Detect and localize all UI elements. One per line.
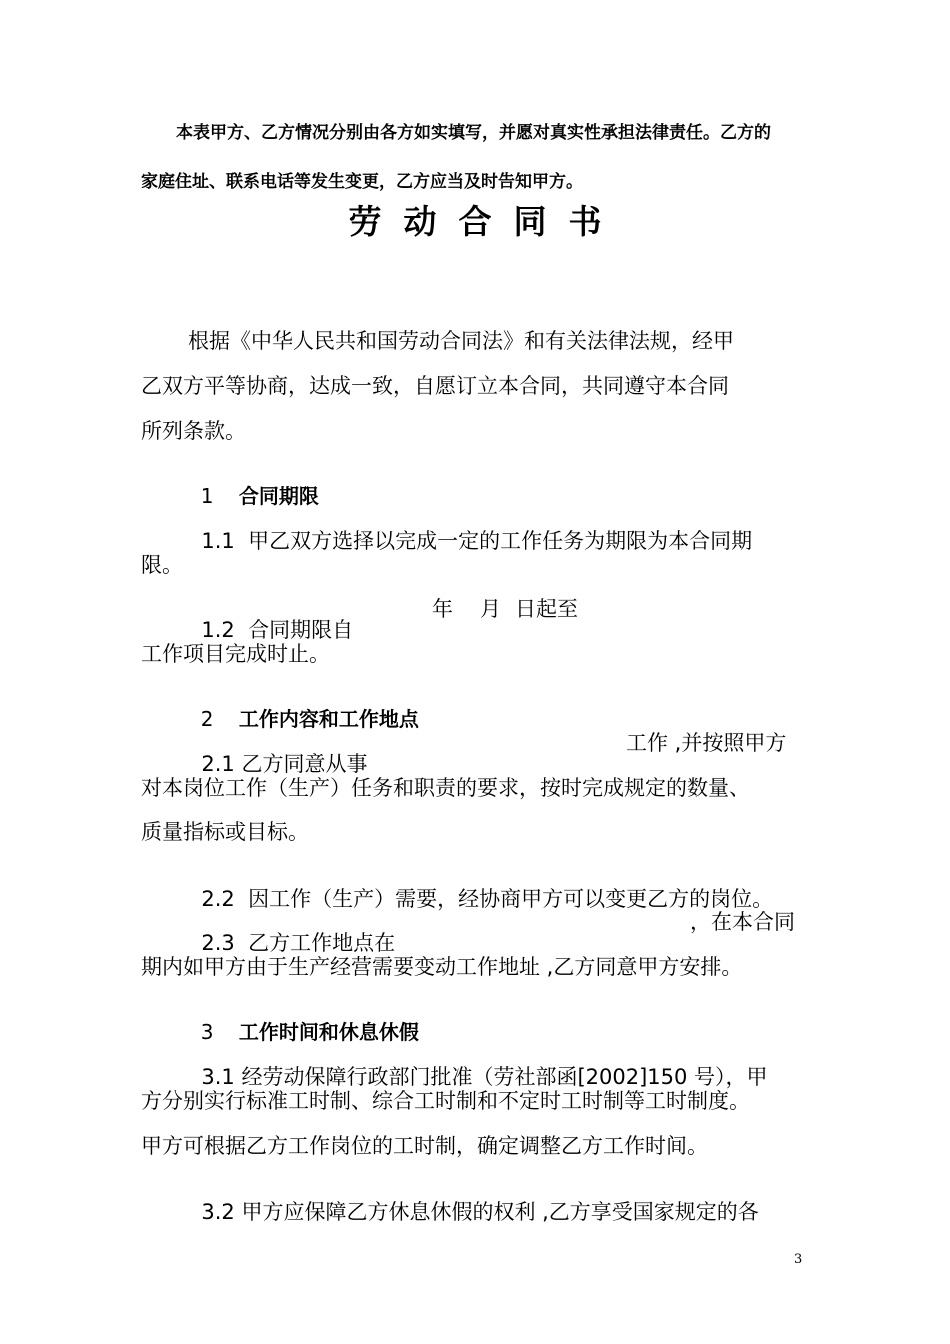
clause-3-1-line-3: 甲方可根据乙方工作岗位的工时制，确定调整乙方工作时间。 (141, 1134, 708, 1158)
section-number: 2 (200, 707, 214, 731)
clause-2-3-line-2: 期内如甲方由于生产经营需要变动工作地址 ,乙方同意甲方安排。 (141, 955, 743, 979)
clause-2-1-line-3: 质量指标或目标。 (141, 820, 309, 844)
clause-text: 乙方工作地点在 (248, 931, 396, 955)
clause-text: 乙方同意从事 (241, 752, 368, 776)
preamble-line-1: 根据《中华人民共和国劳动合同法》和有关法律法规，经甲 (188, 329, 734, 353)
clause-2-1-line-1-end: 工作 ,并按照甲方 (626, 731, 787, 755)
clause-2-3-line-1-end: ，在本合同 (690, 910, 795, 934)
clause-text: 合同期限自 (248, 618, 354, 642)
clause-3-2-line-1 (188, 1181, 950, 1223)
clause-number: 2.2 (201, 887, 235, 911)
clause-3-1-line-2: 方分别实行标准工时制、综合工时制和不定时工时制等工时制度。 (141, 1089, 750, 1113)
clause-text: 甲乙双方选择以完成一定的工作任务为期限为本合同期 (248, 529, 753, 553)
clause-number: 3.1 (201, 1065, 235, 1089)
section-2-heading (188, 689, 950, 729)
clause-1-1-line-2: 限。 (141, 553, 183, 577)
section-title: 合同期限 (238, 484, 319, 508)
clause-number: 2.1 (201, 752, 235, 776)
section-1-heading (188, 466, 950, 506)
clause-number: 1.2 (201, 618, 235, 642)
clause-text: 经劳动保障行政部门批准（劳社部函[2002]150 号），甲 (241, 1065, 768, 1089)
clause-text: 因工作（生产）需要，经协商甲方可以变更乙方的岗位。 (248, 887, 774, 911)
document-title: 劳动合同书 (348, 202, 624, 241)
section-title: 工作时间和休息休假 (238, 1020, 419, 1044)
section-title: 工作内容和工作地点 (238, 707, 419, 731)
clause-number: 3.2 (201, 1200, 235, 1224)
notice-line-2: 家庭住址、联系电话等发生变更，乙方应当及时告知甲方。 (141, 172, 583, 192)
preamble-line-2: 乙双方平等协商，达成一致，自愿订立本合同，共同遵守本合同 (141, 374, 729, 398)
date-month-label: 月 (480, 597, 501, 621)
clause-1-1-line-1 (188, 510, 950, 552)
page-number: 3 (794, 1252, 803, 1267)
section-number: 1 (200, 484, 214, 508)
date-day-label: 日起至 (515, 597, 578, 621)
preamble-line-3: 所列条款。 (141, 419, 246, 443)
clause-text: 甲方应保障乙方休息休假的权利 ,乙方享受国家规定的各 (241, 1200, 759, 1224)
clause-3-1-line-1 (188, 1046, 950, 1088)
section-3-heading (188, 1002, 950, 1042)
clause-number: 2.3 (201, 931, 235, 955)
clause-2-1-line-2: 对本岗位工作（生产）任务和职责的要求，按时完成规定的数量、 (141, 776, 750, 800)
notice-line-1: 本表甲方、乙方情况分别由各方如实填写，并愿对真实性承担法律责任。乙方的 (176, 123, 771, 143)
date-year-label: 年 (432, 597, 453, 621)
clause-2-2 (188, 868, 950, 910)
clause-number: 1.1 (201, 529, 235, 553)
clause-1-2-line-2: 工作项目完成时止。 (141, 642, 330, 666)
section-number: 3 (200, 1020, 214, 1044)
